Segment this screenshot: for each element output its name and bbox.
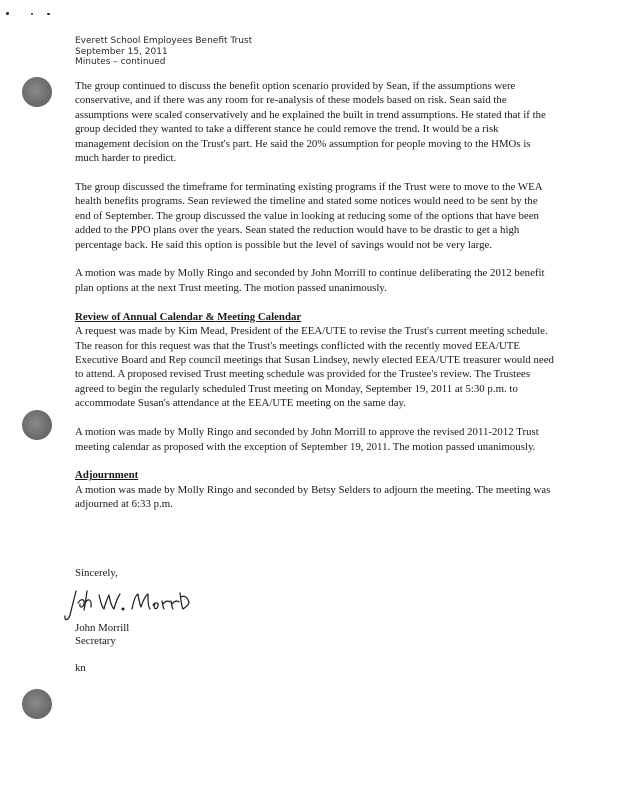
handwritten-signature bbox=[62, 585, 192, 625]
paragraph-adjournment: A motion was made by Molly Ringo and seconded by Betsy Selders to adjourn the meeting. The meeting was adjourned at 6:33 p.m. bbox=[75, 483, 551, 511]
paragraph-timeframe: The group discussed the timeframe for terminating existing programs if the Trust were to move to the WEA health benefits programs. Sean reviewed the timeline and stated some notices would need to be sent by the end of September. The group discussed the value in looking at reducing some of the options that have been added to the PPO plans over the years. Sean stated the reduction would have to be drastic to get a high percentage back. He said this option is possible but the level of savings would not be very large. bbox=[75, 180, 542, 251]
section-heading-adjournment: Adjournment bbox=[75, 469, 139, 482]
header-minutes: Minutes – continued bbox=[75, 57, 166, 67]
punch-hole-top bbox=[22, 77, 52, 107]
signer-title: Secretary bbox=[75, 635, 116, 647]
typist-initials: kn bbox=[75, 662, 86, 674]
section-heading-calendar: Review of Annual Calendar & Meeting Calendar bbox=[75, 310, 302, 323]
paragraph-motion-deliberation: A motion was made by Molly Ringo and seconded by John Morrill to continue deliberating the 2012 benefit plan options at the next Trust meeting. The motion passed unanimously. bbox=[75, 267, 545, 294]
punch-hole-middle bbox=[22, 410, 52, 440]
paragraph-calendar-request: A request was made by Kim Mead, President of the EEA/UTE to revise the Trust's current meeting schedule. The reason for this request was that the Trust's meetings conflicted with the recently moved EEA/UTE Executive Board and Rep council meetings that Susan Lindsey, newly elected EEA/UTE treasurer would need to attend. A proposed revised Trust meeting schedule was provided for the Trustee's review. The Trustees agreed to begin the regularly scheduled Trust meeting on Monday, September 19, 2011 at 5:30 p.m. to accommodate Susan's attendance at the EEA/UTE meeting on the same day. bbox=[75, 325, 554, 410]
page-header bbox=[75, 36, 252, 68]
paragraph-motion-calendar: A motion was made by Molly Ringo and seconded by John Morrill to approve the revised 2011-2012 Trust meeting calendar as proposed with the exception of September 19, 2011. The motion passed unanimously. bbox=[75, 426, 539, 453]
header-date: September 15, 2011 bbox=[75, 46, 168, 57]
scan-speck bbox=[47, 13, 50, 15]
scan-speck bbox=[6, 12, 9, 15]
scan-speck bbox=[31, 13, 33, 15]
header-org: Everett School Employees Benefit Trust bbox=[75, 36, 253, 46]
paragraph-benefit-scenario: The group continued to discuss the benefit option scenario provided by Sean, if the assumptions were conservative, and if there was any room for re-analysis of these models based on risk. Sean said the assumptions were scaled conservatively and he explained the built in trend assumptions. He stated that if the group decided they wanted to take a different stance he could remove the trend. It would be a risk management decision on the Trust's part. He said the 20% assumption for people moving to the HMOs is much harder to predict. bbox=[75, 80, 546, 165]
signer-name: John Morrill bbox=[75, 622, 130, 634]
salutation: Sincerely, bbox=[75, 567, 118, 579]
minutes-body bbox=[75, 79, 555, 512]
punch-hole-bottom bbox=[22, 689, 52, 719]
